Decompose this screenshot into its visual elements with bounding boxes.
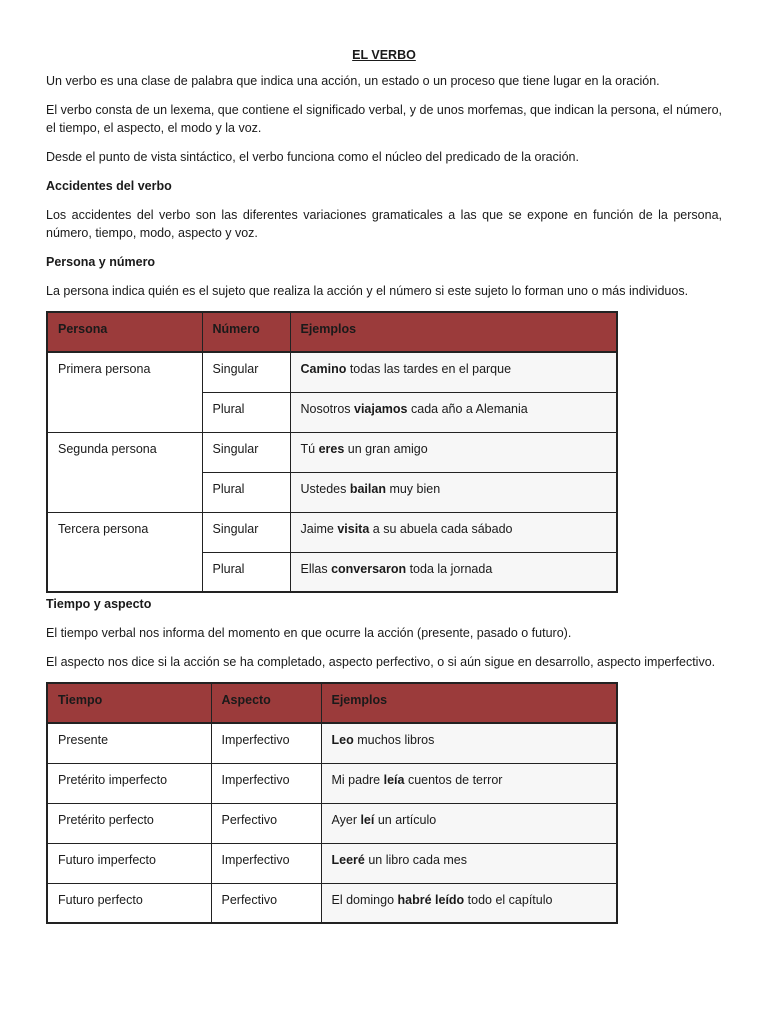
tiempo-cell: Futuro imperfecto	[47, 843, 211, 883]
aspecto-cell: Imperfectivo	[211, 723, 321, 763]
header-tiempo: Tiempo	[47, 683, 211, 723]
numero-cell: Singular	[202, 432, 290, 472]
aspecto-paragraph: El aspecto nos dice si la acción se ha completado, aspecto perfectivo, o si aún sigue en desarrollo, aspecto imperfectivo.	[46, 655, 716, 669]
persona-numero-table	[46, 311, 618, 593]
accidentes-paragraph: Los accidentes del verbo son las diferentes variaciones gramaticales a las que se expone en función de la persona, número, tiempo, modo, aspecto y voz.	[46, 208, 722, 240]
tiempo-aspecto-table	[46, 682, 618, 924]
persona-cell: Tercera persona	[47, 512, 202, 592]
intro-paragraph-2: El verbo consta de un lexema, que contiene el significado verbal, y de unos morfemas, que indican la persona, el número, el tiempo, el aspecto, el modo y la voz.	[46, 103, 722, 135]
tiempo-cell: Presente	[47, 723, 211, 763]
document-page	[46, 46, 722, 924]
aspecto-cell: Imperfectivo	[211, 843, 321, 883]
document-title: EL VERBO	[352, 48, 416, 62]
example-verb: eres	[318, 441, 345, 456]
accidentes-heading: Accidentes del verbo	[46, 179, 172, 193]
example-cell: Nosotros viajamos cada año a Alemania	[290, 392, 617, 432]
persona-numero-paragraph: La persona indica quién es el sujeto que realiza la acción y el número si este sujeto lo forman uno o más individuos.	[46, 284, 689, 298]
example-cell: Ellas conversaron toda la jornada	[290, 552, 617, 592]
table-row	[47, 512, 617, 552]
example-verb: Leo	[331, 733, 354, 747]
table-row	[47, 883, 617, 923]
aspecto-cell: Perfectivo	[211, 883, 321, 923]
header-numero: Número	[202, 312, 290, 352]
example-cell: Leeré un libro cada mes	[321, 843, 617, 883]
example-verb: leía	[383, 772, 405, 787]
persona-cell: Segunda persona	[47, 432, 202, 512]
example-cell: El domingo habré leído todo el capítulo	[321, 883, 617, 923]
table-row	[47, 432, 617, 472]
table-row	[47, 723, 617, 763]
example-verb: habré leído	[397, 892, 465, 907]
persona-cell: Primera persona	[47, 352, 202, 432]
example-verb: conversaron	[331, 561, 407, 576]
example-cell: Camino todas las tardes en el parque	[290, 352, 617, 392]
table-row	[47, 803, 617, 843]
example-cell: Leo muchos libros	[321, 723, 617, 763]
header-persona: Persona	[47, 312, 202, 352]
example-cell: Ayer leí un artículo	[321, 803, 617, 843]
tiempo-cell: Pretérito imperfecto	[47, 763, 211, 803]
numero-cell: Singular	[202, 512, 290, 552]
aspecto-cell: Imperfectivo	[211, 763, 321, 803]
intro-paragraph-3: Desde el punto de vista sintáctico, el verbo funciona como el núcleo del predicado de la oración.	[46, 150, 579, 164]
example-verb: bailan	[349, 481, 386, 496]
numero-cell: Plural	[202, 392, 290, 432]
numero-cell: Plural	[202, 552, 290, 592]
table-row	[47, 763, 617, 803]
example-verb: Camino	[300, 362, 347, 376]
table-row	[47, 352, 617, 392]
numero-cell: Singular	[202, 352, 290, 392]
tiempo-aspecto-heading: Tiempo y aspecto	[46, 597, 152, 611]
example-cell: Mi padre leía cuentos de terror	[321, 763, 617, 803]
intro-paragraph-1: Un verbo es una clase de palabra que indica una acción, un estado o un proceso que tiene lugar en la oración.	[46, 74, 660, 88]
tiempo-cell: Futuro perfecto	[47, 883, 211, 923]
tiempo-cell: Pretérito perfecto	[47, 803, 211, 843]
header-ejemplos: Ejemplos	[321, 683, 617, 723]
example-verb: viajamos	[354, 401, 408, 416]
header-ejemplos: Ejemplos	[290, 312, 617, 352]
example-cell: Jaime visita a su abuela cada sábado	[290, 512, 617, 552]
numero-cell: Plural	[202, 472, 290, 512]
table-header-row	[47, 683, 617, 723]
example-verb: leí	[360, 812, 375, 827]
persona-numero-heading: Persona y número	[46, 255, 156, 269]
example-cell: Ustedes bailan muy bien	[290, 472, 617, 512]
header-aspecto: Aspecto	[211, 683, 321, 723]
example-verb: visita	[337, 521, 370, 536]
aspecto-cell: Perfectivo	[211, 803, 321, 843]
table-row	[47, 843, 617, 883]
table-header-row	[47, 312, 617, 352]
tiempo-paragraph: El tiempo verbal nos informa del momento en que ocurre la acción (presente, pasado o futuro).	[46, 626, 572, 640]
example-cell: Tú eres un gran amigo	[290, 432, 617, 472]
example-verb: Leeré	[331, 852, 365, 867]
